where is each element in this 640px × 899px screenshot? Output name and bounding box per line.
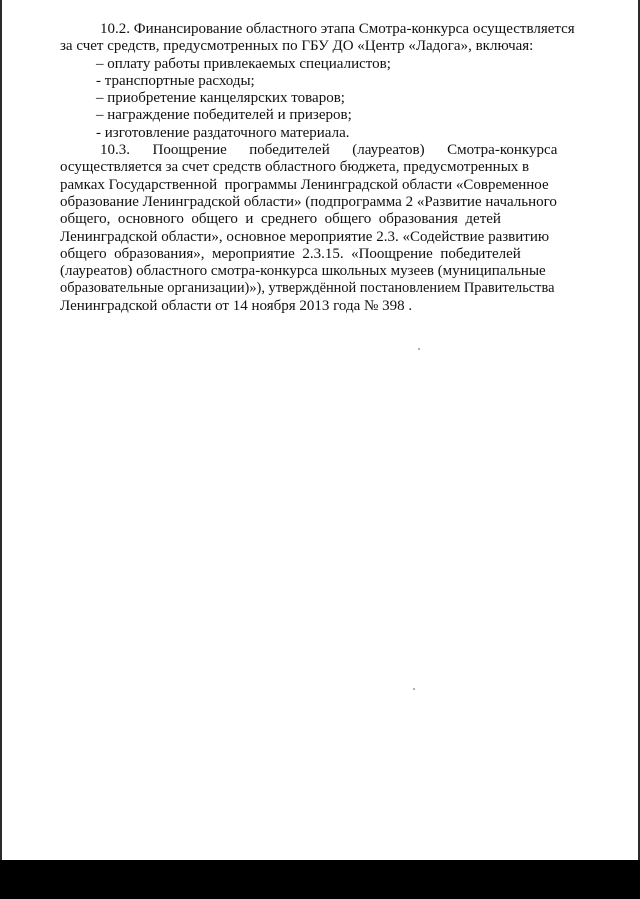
- list-item: – награждение победителей и призеров;: [96, 107, 352, 124]
- paragraph-10-3-line: образование Ленинградской области» (подпрограмма 2 «Развитие начального: [60, 193, 557, 210]
- paragraph-10-3-line: (лауреатов) областного смотра-конкурса школьных музеев (муниципальные: [60, 263, 546, 280]
- document-body: [60, 21, 576, 315]
- paragraph-10-3-line: осуществляется за счет средств областного бюджета, предусмотренных в: [60, 159, 530, 176]
- paragraph-10-2-continuation: за счет средств, предусмотренных по ГБУ ДО «Центр «Ладога», включая:: [60, 38, 534, 55]
- scan-speck: [418, 348, 420, 350]
- list-item: - транспортные расходы;: [96, 72, 255, 89]
- paragraph-10-2-line: 10.3. Поощрение победителей (лауреатов) Смотра-конкурса: [100, 142, 558, 159]
- paragraph-10-3-line: общего образования», мероприятие 2.3.15. «Поощрение победителей: [60, 245, 521, 262]
- paragraph-10-3-line: общего, основного общего и среднего общего образования детей: [60, 211, 501, 228]
- paragraph-10-2-first-line: 10.2. Финансирование областного этапа Смотра-конкурса осуществляется: [100, 21, 575, 37]
- scan-border-bottom: [0, 860, 640, 899]
- paragraph-10-3-last-line: Ленинградской области от 14 ноября 2013 года № 398 .: [60, 297, 413, 314]
- paragraph-10-3-line: рамках Государственной программы Ленинградской области «Современное: [60, 176, 549, 193]
- scan-edge-left: [0, 0, 2, 860]
- scan-speck: [413, 688, 415, 690]
- list-item: - изготовление раздаточного материала.: [96, 124, 350, 141]
- paragraph-10-3-line: Ленинградской области», основное мероприятие 2.3. «Содействие развитию: [60, 228, 550, 245]
- list-item: – приобретение канцелярских товаров;: [96, 90, 345, 107]
- list-item: – оплату работы привлекаемых специалистов;: [96, 55, 391, 72]
- paragraph-10-3-line: образовательные организации)»), утверждённой постановлением Правительства: [60, 280, 555, 297]
